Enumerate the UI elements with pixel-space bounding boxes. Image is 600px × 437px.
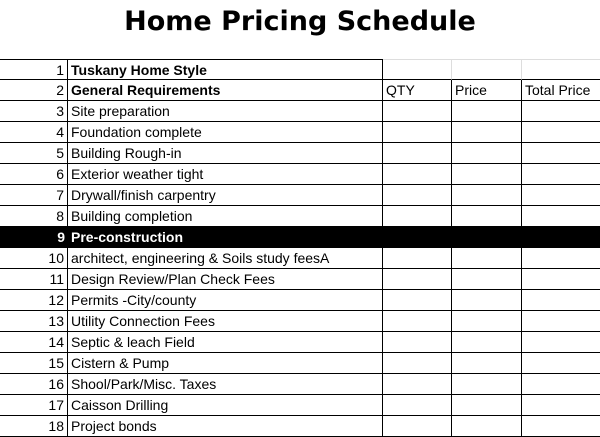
item-description[interactable]: Building Rough-in <box>68 143 383 164</box>
table-row <box>0 248 600 269</box>
table-row <box>0 164 600 185</box>
total-price-cell[interactable] <box>522 227 600 248</box>
row-number[interactable]: 12 <box>0 290 68 311</box>
row-number[interactable]: 11 <box>0 269 68 290</box>
table-row <box>0 269 600 290</box>
price-cell[interactable] <box>452 374 522 395</box>
price-cell[interactable] <box>452 332 522 353</box>
qty-cell[interactable] <box>383 395 452 416</box>
table-row <box>0 185 600 206</box>
total-price-cell[interactable] <box>522 416 600 437</box>
item-description[interactable]: Permits -City/county <box>68 290 383 311</box>
table-row <box>0 143 600 164</box>
price-cell[interactable] <box>452 227 522 248</box>
total-price-cell[interactable] <box>522 59 600 80</box>
row-number[interactable]: 8 <box>0 206 68 227</box>
price-cell[interactable] <box>452 185 522 206</box>
item-description[interactable]: Site preparation <box>68 101 383 122</box>
total-price-cell[interactable] <box>522 311 600 332</box>
qty-cell[interactable] <box>383 248 452 269</box>
total-price-cell[interactable] <box>522 395 600 416</box>
price-cell[interactable] <box>452 353 522 374</box>
qty-cell[interactable] <box>383 101 452 122</box>
table-row <box>0 395 600 416</box>
row-number[interactable]: 10 <box>0 248 68 269</box>
qty-cell[interactable] <box>383 311 452 332</box>
table-row <box>0 80 600 101</box>
row-number[interactable]: 7 <box>0 185 68 206</box>
section-row <box>0 227 600 248</box>
item-description[interactable]: Design Review/Plan Check Fees <box>68 269 383 290</box>
qty-cell[interactable] <box>383 122 452 143</box>
table-row <box>0 416 600 437</box>
total-price-cell[interactable] <box>522 290 600 311</box>
qty-cell[interactable] <box>383 164 452 185</box>
qty-cell[interactable] <box>383 269 452 290</box>
total-price-cell[interactable] <box>522 122 600 143</box>
total-price-cell[interactable] <box>522 185 600 206</box>
price-cell[interactable] <box>452 206 522 227</box>
row-number[interactable]: 17 <box>0 395 68 416</box>
item-description[interactable]: Caisson Drilling <box>68 395 383 416</box>
qty-cell[interactable] <box>383 332 452 353</box>
total-price-cell[interactable] <box>522 101 600 122</box>
price-cell[interactable] <box>452 269 522 290</box>
total-price-cell[interactable] <box>522 164 600 185</box>
item-description[interactable]: Shool/Park/Misc. Taxes <box>68 374 383 395</box>
row-number[interactable]: 1 <box>0 59 68 80</box>
price-cell[interactable] <box>452 101 522 122</box>
qty-cell[interactable] <box>383 353 452 374</box>
row-number[interactable]: 4 <box>0 122 68 143</box>
table-row <box>0 101 600 122</box>
item-description[interactable]: Cistern & Pump <box>68 353 383 374</box>
row-number[interactable]: 2 <box>0 80 68 101</box>
total-price-cell[interactable] <box>522 143 600 164</box>
row-number[interactable]: 16 <box>0 374 68 395</box>
row-number[interactable]: 5 <box>0 143 68 164</box>
price-header[interactable]: Price <box>452 80 522 101</box>
price-cell[interactable] <box>452 311 522 332</box>
qty-cell[interactable] <box>383 143 452 164</box>
item-description[interactable]: Drywall/finish carpentry <box>68 185 383 206</box>
item-description[interactable]: Tuskany Home Style <box>68 59 383 80</box>
row-number[interactable]: 18 <box>0 416 68 437</box>
table-row <box>0 122 600 143</box>
table-row <box>0 311 600 332</box>
qty-cell[interactable] <box>383 290 452 311</box>
total-price-header[interactable]: Total Price <box>522 80 600 101</box>
qty-cell[interactable] <box>383 59 452 80</box>
price-cell[interactable] <box>452 248 522 269</box>
price-cell[interactable] <box>452 59 522 80</box>
table-row <box>0 206 600 227</box>
item-description[interactable]: Building completion <box>68 206 383 227</box>
total-price-cell[interactable] <box>522 353 600 374</box>
table-row <box>0 332 600 353</box>
item-description[interactable]: General Requirements <box>68 80 383 101</box>
pricing-table <box>0 59 600 437</box>
item-description[interactable]: Project bonds <box>68 416 383 437</box>
qty-cell[interactable] <box>383 227 452 248</box>
item-description[interactable]: Utility Connection Fees <box>68 311 383 332</box>
item-description[interactable]: Exterior weather tight <box>68 164 383 185</box>
total-price-cell[interactable] <box>522 332 600 353</box>
qty-header[interactable]: QTY <box>383 80 452 101</box>
page-title: Home Pricing Schedule <box>124 6 476 37</box>
item-description[interactable]: architect, engineering & Soils study feesA <box>68 248 383 269</box>
price-cell[interactable] <box>452 122 522 143</box>
qty-cell[interactable] <box>383 185 452 206</box>
item-description[interactable]: Foundation complete <box>68 122 383 143</box>
item-description[interactable]: Septic & leach Field <box>68 332 383 353</box>
row-number[interactable]: 15 <box>0 353 68 374</box>
row-number[interactable]: 9 <box>0 227 68 248</box>
row-number[interactable]: 6 <box>0 164 68 185</box>
qty-cell[interactable] <box>383 416 452 437</box>
qty-cell[interactable] <box>383 374 452 395</box>
price-cell[interactable] <box>452 395 522 416</box>
total-price-cell[interactable] <box>522 269 600 290</box>
row-number[interactable]: 14 <box>0 332 68 353</box>
item-description[interactable]: Pre-construction <box>68 227 383 248</box>
qty-cell[interactable] <box>383 206 452 227</box>
row-number[interactable]: 3 <box>0 101 68 122</box>
price-cell[interactable] <box>452 290 522 311</box>
table-row <box>0 353 600 374</box>
total-price-cell[interactable] <box>522 374 600 395</box>
price-cell[interactable] <box>452 164 522 185</box>
row-number[interactable]: 13 <box>0 311 68 332</box>
price-cell[interactable] <box>452 416 522 437</box>
table-row <box>0 290 600 311</box>
table-row <box>0 374 600 395</box>
total-price-cell[interactable] <box>522 206 600 227</box>
total-price-cell[interactable] <box>522 248 600 269</box>
price-cell[interactable] <box>452 143 522 164</box>
table-row <box>0 59 600 80</box>
